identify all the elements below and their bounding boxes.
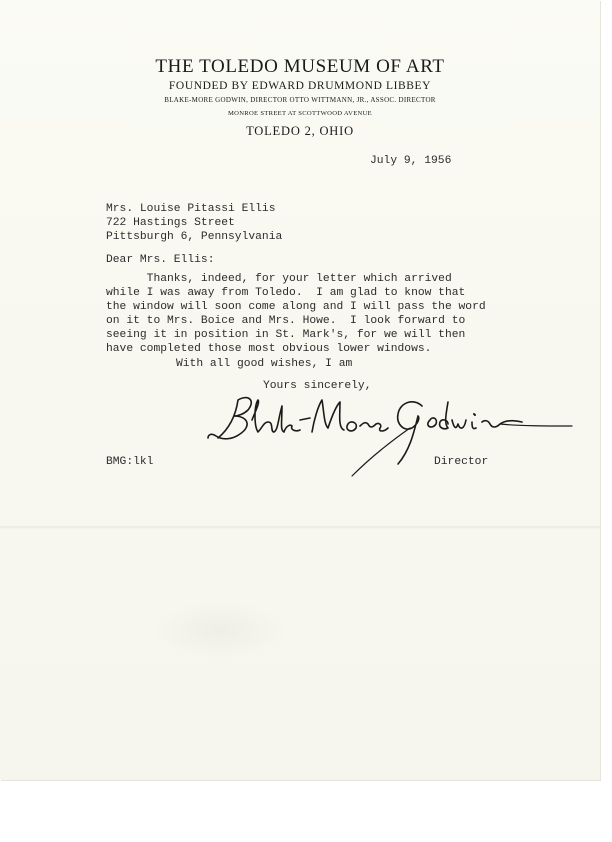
signer-title: Director bbox=[434, 456, 489, 468]
letterhead-city: TOLEDO 2, OHIO bbox=[246, 124, 354, 138]
recipient-city: Pittsburgh 6, Pennsylvania bbox=[106, 231, 283, 243]
letterhead-title: THE TOLEDO MUSEUM OF ART bbox=[155, 56, 445, 77]
paper-fold bbox=[0, 525, 600, 529]
body-line: have completed those most obvious lower windows. bbox=[106, 343, 432, 355]
letterhead-street: MONROE STREET AT SCOTTWOOD AVENUE bbox=[228, 110, 372, 117]
closing-wish: With all good wishes, I am bbox=[176, 358, 353, 370]
body-line: on it to Mrs. Boice and Mrs. Howe. I look forward to bbox=[106, 315, 466, 327]
show-through-smudge bbox=[150, 600, 290, 660]
salutation: Dear Mrs. Ellis: bbox=[106, 254, 215, 266]
letterhead-directors: BLAKE-MORE GODWIN, DIRECTOR OTTO WITTMANN, JR., ASSOC. DIRECTOR bbox=[164, 96, 436, 104]
signature-graphic bbox=[200, 380, 580, 490]
body-line: Thanks, indeed, for your letter which arrived bbox=[106, 273, 452, 285]
recipient-street: 722 Hastings Street bbox=[106, 217, 235, 229]
letter-date: July 9, 1956 bbox=[370, 155, 452, 167]
signature-name: Blake-More Godwin bbox=[200, 380, 209, 381]
complimentary-close: Yours sincerely, bbox=[263, 380, 372, 392]
recipient-name: Mrs. Louise Pitassi Ellis bbox=[106, 203, 276, 215]
letterhead-founded: FOUNDED BY EDWARD DRUMMOND LIBBEY bbox=[168, 80, 432, 92]
typist-initials: BMG:lkl bbox=[106, 456, 154, 468]
body-line: while I was away from Toledo. I am glad to know that bbox=[106, 287, 466, 299]
body-line: the window will soon come along and I will pass the word bbox=[106, 301, 486, 313]
body-line: seeing it in position in St. Mark's, for we will then bbox=[106, 329, 466, 341]
